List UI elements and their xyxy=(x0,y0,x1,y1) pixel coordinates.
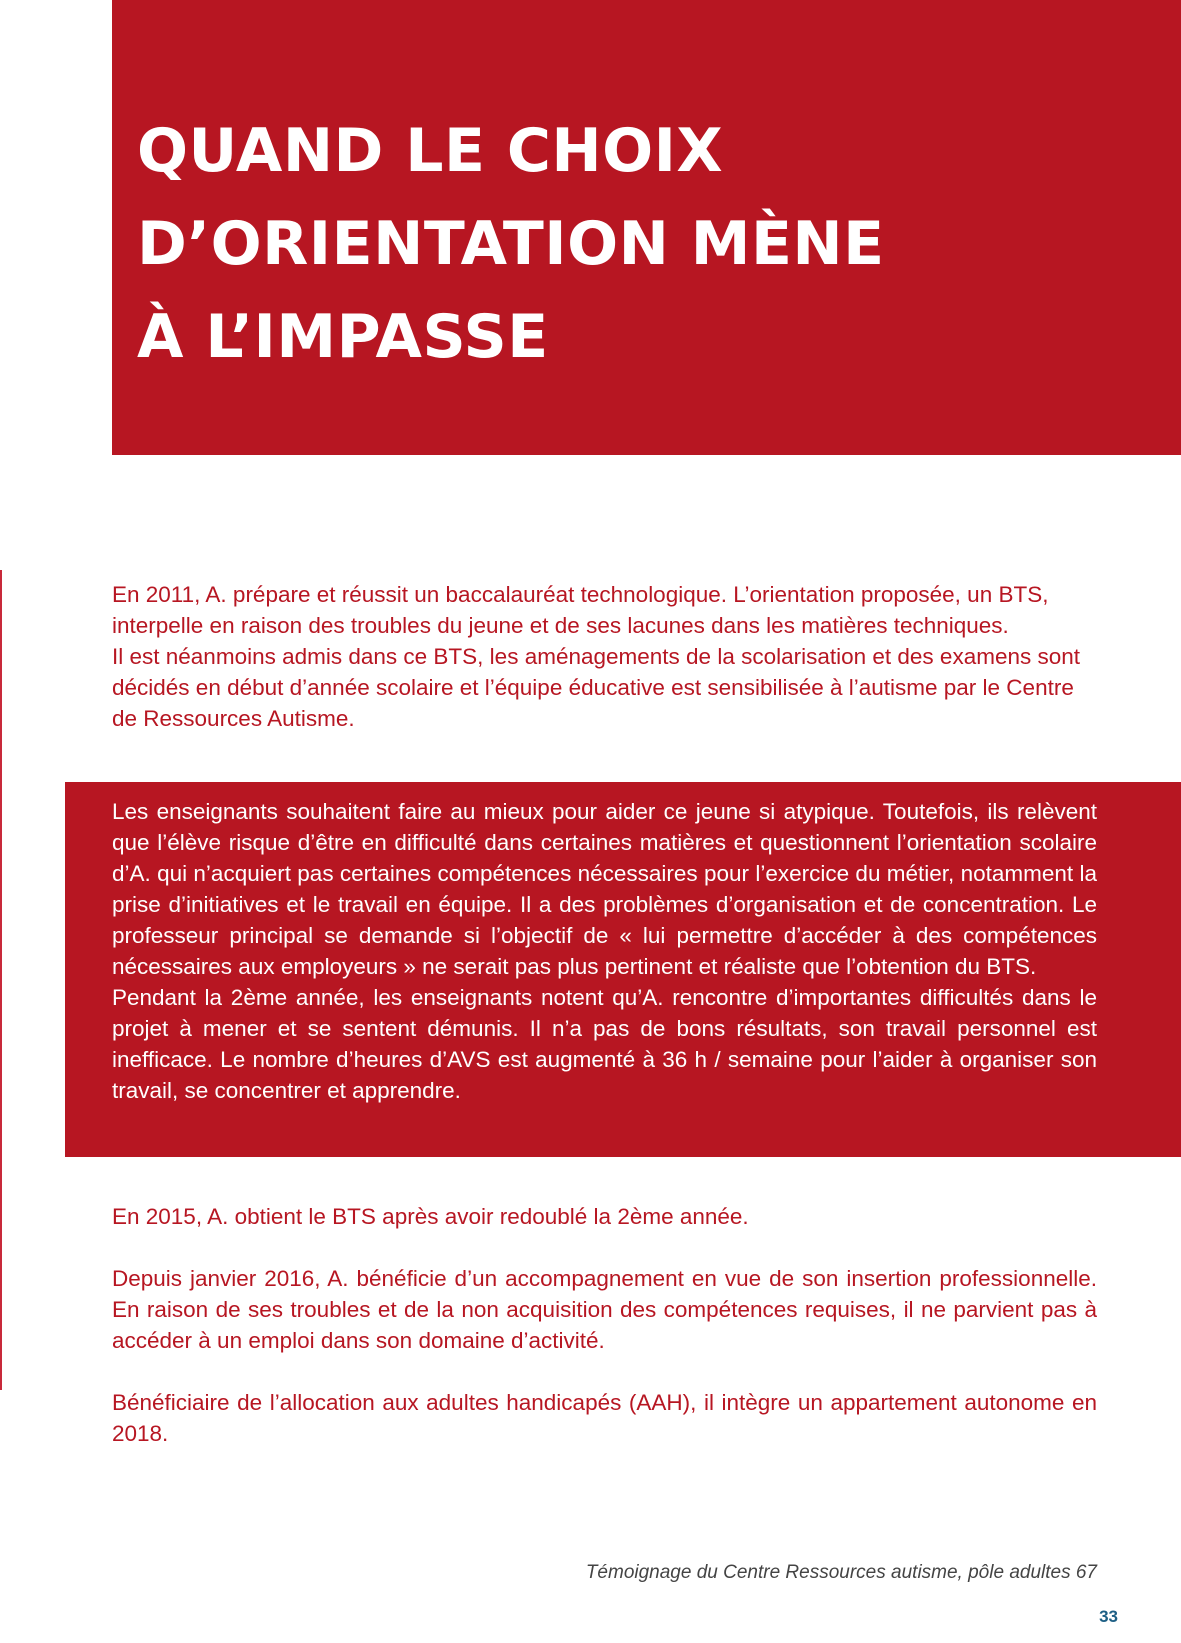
page-title-line-3: À L’IMPASSE xyxy=(137,302,549,372)
highlight-paragraph-2: Pendant la 2ème année, les enseignants notent qu’A. rencontre d’importantes difficultés dans le projet à mener et se sentent démunis. Il n’a pas de bons résultats, son travail personnel est inefficace. Le nombre d’heures d’AVS est augmenté à 36 h / semaine pour l’aider à organiser son travail, se concentrer et apprendre. xyxy=(112,985,1097,1103)
left-margin-rule xyxy=(0,570,2,1390)
source-credit: Témoignage du Centre Ressources autisme, pôle adultes 67 xyxy=(585,1562,1097,1583)
intro-line: En 2011, A. prépare et réussit un baccalauréat technologique. L’orientation proposée, un BTS, xyxy=(112,582,1049,607)
highlight-text xyxy=(112,796,1097,1106)
outcome-paragraph-3: Bénéficiaire de l’allocation aux adultes handicapés (AAH), il intègre un appartement autonome en 2018. xyxy=(112,1390,1097,1446)
page-title-line-2: D’ORIENTATION MÈNE xyxy=(137,209,885,279)
outcome-paragraph-1: En 2015, A. obtient le BTS après avoir redoublé la 2ème année. xyxy=(112,1204,749,1229)
page-title-line-1: QUAND LE CHOIX xyxy=(137,116,724,186)
intro-line: de Ressources Autisme. xyxy=(112,706,355,731)
intro-paragraph xyxy=(112,579,1097,734)
outcome-paragraph-2: Depuis janvier 2016, A. bénéficie d’un accompagnement en vue de son insertion professionnelle. En raison de ses troubles et de la non acquisition des compétences requises, il ne parvient pas à accéder à un emploi dans son domaine d’activité. xyxy=(112,1266,1097,1353)
page-title xyxy=(137,105,885,384)
intro-line: décidés en début d’année scolaire et l’équipe éducative est sensibilisée à l’autisme par le Centre xyxy=(112,675,1074,700)
intro-line: interpelle en raison des troubles du jeune et de ses lacunes dans les matières techniques. xyxy=(112,613,1009,638)
page-number: 33 xyxy=(1099,1607,1118,1626)
highlight-paragraph-1: Les enseignants souhaitent faire au mieux pour aider ce jeune si atypique. Toutefois, ils relèvent que l’élève risque d’être en difficulté dans certaines matières et questionnent l’orientation scolaire d’A. qui n’acquiert pas certaines compétences nécessaires pour l’exercice du métier, notamment la prise d’initiatives et le travail en équipe. Il a des problèmes d’organisation et de concentration. Le professeur principal se demande si l’objectif de « lui permettre d’accéder à des compétences nécessaires aux employeurs » ne serait pas plus pertinent et réaliste que l’obtention du BTS. xyxy=(112,799,1097,979)
intro-line: Il est néanmoins admis dans ce BTS, les aménagements de la scolarisation et des examens sont xyxy=(112,644,1081,669)
